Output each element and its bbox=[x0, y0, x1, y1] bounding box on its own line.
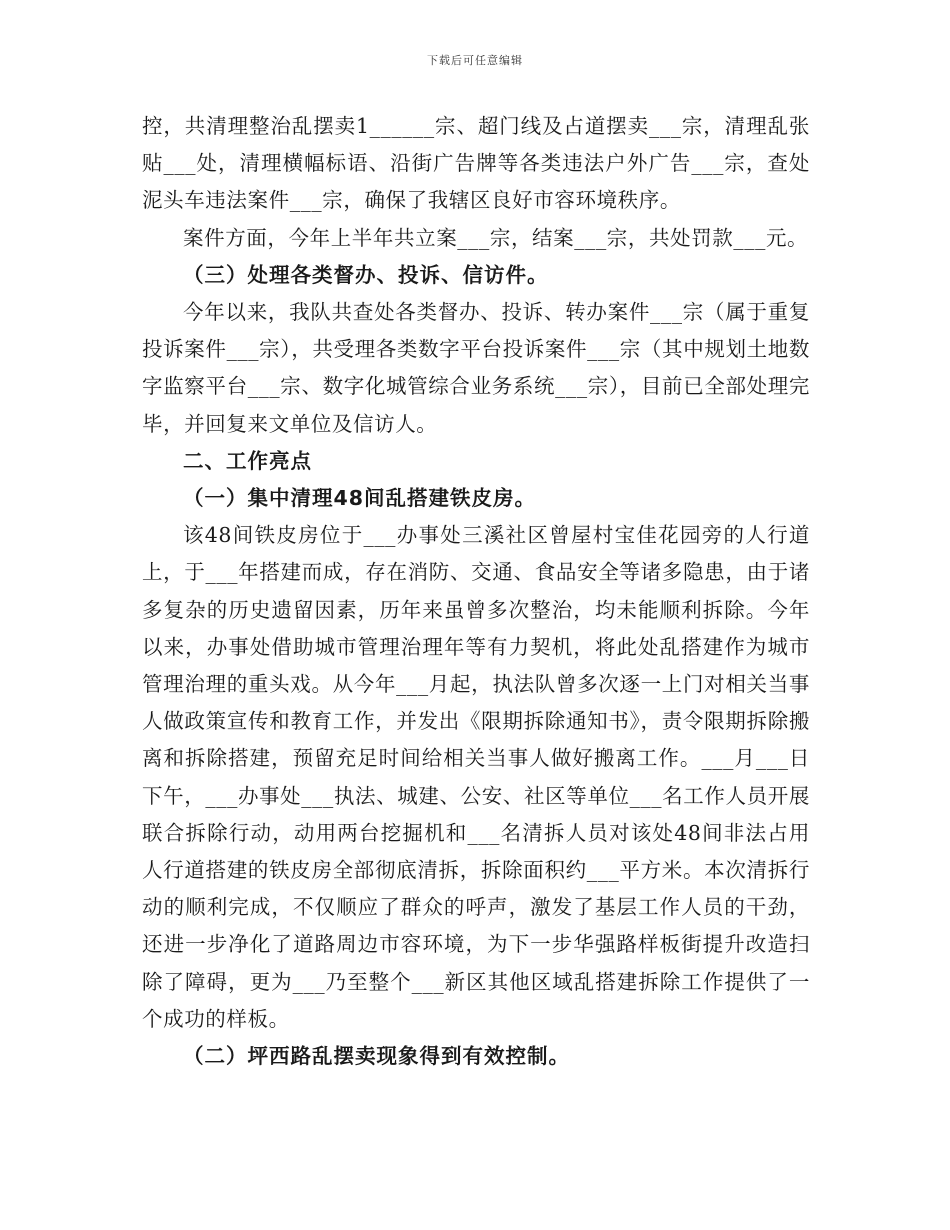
paragraph-iron-sheds: 该48间铁皮房位于___办事处三溪社区曾屋村宝佳花园旁的人行道上，于___年搭建而成，存在消防、交通、食品安全等诸多隐患，由于诸多复杂的历史遗留因素，历年来虽曾多次整治，均未能顺利拆除。今年以来，办事处借助城市管理治理年等有力契机，将此处乱搭建作为城市管理治理的重头戏。从今年___月起，执法队曾多次逐一上门对相关当事人做政策宣传和教育工作，并发出《限期拆除通知书》，责令限期拆除搬离和拆除搭建，预留充足时间给相关当事人做好搬离工作。___月___日下午，___办事处___执法、城建、公安、社区等单位___名工作人员开展联合拆除行动，动用两台挖掘机和___名清拆人员对该处48间非法占用人行道搭建的铁皮房全部彻底清拆，拆除面积约___平方米。本次清拆行动的顺利完成，不仅顺应了群众的呼声，激发了基层工作人员的干劲，还进一步净化了道路周边市容环境，为下一步华强路样板街提升改造扫除了障碍，更为___乃至整个___新区其他区域乱搭建拆除工作提供了一个成功的样板。 bbox=[142, 523, 810, 1031]
heading-complaints: （三）处理各类督办、投诉、信访件。 bbox=[183, 262, 549, 287]
document-body bbox=[142, 108, 810, 1075]
heading-iron-sheds: （一）集中清理48间乱搭建铁皮房。 bbox=[183, 486, 537, 511]
paragraph-case-stats: 案件方面，今年上半年共立案___宗，结案___宗，共处罚款___元。 bbox=[183, 225, 809, 250]
page-header: 下载后可任意编辑 bbox=[427, 54, 523, 67]
paragraph-complaints: 今年以来，我队共查处各类督办、投诉、转办案件___宗（属于重复投诉案件___宗），共受理各类数字平台投诉案件___宗（其中规划土地数字监察平台___宗、数字化城管综合业务系统___宗），目前已全部处理完毕，并回复来文单位及信访人。 bbox=[142, 300, 810, 436]
paragraph-cleanup-stats: 控，共清理整治乱摆卖1______宗、超门线及占道摆卖___宗，清理乱张贴___处，清理横幅标语、沿街广告牌等各类违法户外广告___宗，查处泥头车违法案件___宗，确保了我辖区良好市容环境秩序。 bbox=[142, 114, 810, 213]
heading-highlights: 二、工作亮点 bbox=[183, 448, 312, 473]
heading-pingxi-road: （二）坪西路乱摆卖现象得到有效控制。 bbox=[183, 1044, 570, 1069]
